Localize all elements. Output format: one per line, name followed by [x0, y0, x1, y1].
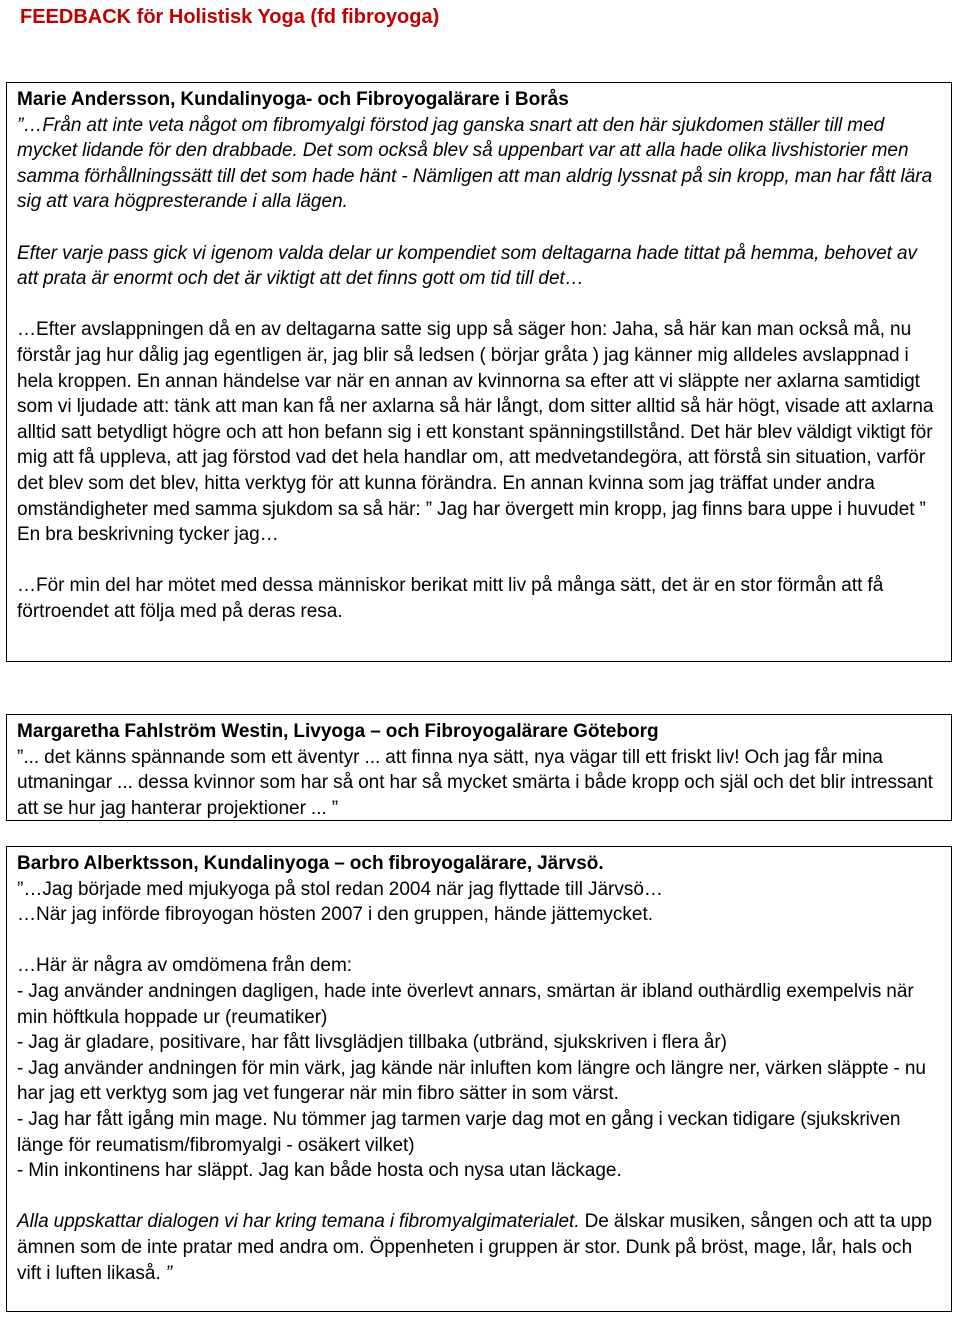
- testimonial-marie: [6, 82, 952, 662]
- closing-text: De älskar musiken, sången och att ta upp ämnen som de inte pratar med andra om. Öppenheten i gruppen är stor. Dunk på bröst, mage, lår, hals och vift i luften likaså.: [17, 1211, 933, 1284]
- author-name: Marie Andersson, Kundalinyoga- och Fibroyogalärare i Borås: [17, 89, 569, 110]
- testimonial-paragraph: ”…Från att inte veta något om fibromyalgi förstod jag ganska snart att den här sjukdomen ställer till med mycket lidande för den drabbade. Det som också blev så uppenbart var att alla hade olika livshistorier men samma förhållningssätt till det som hade hänt - Nämligen att man aldrig lyssnat på sin kropp, man har fått lära sig att vara högpresterande i alla lägen.: [17, 114, 933, 213]
- testimonial-barbro: [6, 846, 952, 1312]
- author-name: Margaretha Fahlström Westin, Livyoga – och Fibroyogalärare Göteborg: [17, 721, 659, 742]
- testimonial-line: ”…Jag började med mjukyoga på stol redan 2004 när jag flyttade till Järvsö…: [17, 878, 663, 900]
- list-item: - Jag använder andningen för min värk, jag kände när inluften kom längre och längre ner, värken släppte - nu har jag ett verktyg som jag vet fungerar när min fibro sätter in som värst.: [17, 1057, 926, 1105]
- list-item: - Jag använder andningen dagligen, hade inte överlevt annars, smärtan är ibland outhärdlig exempelvis när min höftkula hoppade ur (reumatiker): [17, 980, 914, 1028]
- list-item: - Jag har fått igång min mage. Nu tömmer jag tarmen varje dag mot en gång i veckan tidigare (sjukskriven länge för reumatism/fibromyalgi - osäkert vilket): [17, 1108, 901, 1156]
- testimonial-margaretha: [6, 714, 952, 821]
- list-item: - Jag är gladare, positivare, har fått livsglädjen tillbaka (utbränd, sjukskriven i flera år): [17, 1032, 727, 1054]
- author-name: Barbro Alberktsson, Kundalinyoga – och fibroyogalärare, Järvsö.: [17, 853, 604, 874]
- testimonial-closing: [17, 1209, 941, 1286]
- closing-italic: Alla uppskattar dialogen vi har kring temana i fibromyalgimaterialet.: [17, 1211, 580, 1233]
- testimonial-line: …När jag införde fibroyogan hösten 2007 i den gruppen, hände jättemycket.: [17, 904, 654, 926]
- page-title: FEEDBACK för Holistisk Yoga (fd fibroyoga): [20, 6, 440, 28]
- testimonial-paragraph: ”... det känns spännande som ett äventyr ... att finna nya sätt, nya vägar till ett friskt liv! Och jag får mina utmaningar ... dessa kvinnor som har så ont har så mycket smärta i både kropp och själ och det blir intressant att se hur jag hanterar projektioner ... ”: [17, 746, 933, 819]
- testimonial-paragraph: …För min del har mötet med dessa människor berikat mitt liv på många sätt, det är en stor förmån att få förtroendet att följa med på deras resa.: [17, 575, 884, 622]
- closing-quote: ”: [160, 1262, 173, 1284]
- testimonial-line: …Här är några av omdömena från dem:: [17, 955, 353, 977]
- list-item: - Min inkontinens har släppt. Jag kan både hosta och nysa utan läckage.: [17, 1160, 622, 1182]
- testimonial-paragraph: …Efter avslappningen då en av deltagarna satte sig upp så säger hon: Jaha, så här kan man också må, nu förstår jag hur dålig jag egentligen är, jag blir så ledsen ( börjar gråta ) jag känner mig alldeles avslappnad i hela kroppen. En annan händelse var när en annan av kvinnorna sa efter att vi släppte ner axlarna samtidigt som vi ljudade att: tänk att man kan få ner axlarna så här långt, dom sitter alltid så här högt, visade att axlarna alltid satt betydligt högre och att hon befann sig i ett konstant spänningstillstånd. Det här blev väldigt viktigt för mig att få uppleva, att jag förstod vad det hela handlar om, att medvetandegöra, att förstå sin situation, varför det blev som det blev, hitta verktyg för att kunna förändra. En annan kvinna som jag träffat under andra omständigheter med samma sjukdom sa så här: ” Jag har övergett min kropp, jag finns bara uppe i huvudet ” En bra beskrivning tycker jag…: [17, 319, 934, 546]
- testimonial-paragraph: Efter varje pass gick vi igenom valda delar ur kompendiet som deltagarna hade tittat på hemma, behovet av att prata är enormt och det är viktigt att det finns gott om tid till det…: [17, 242, 918, 290]
